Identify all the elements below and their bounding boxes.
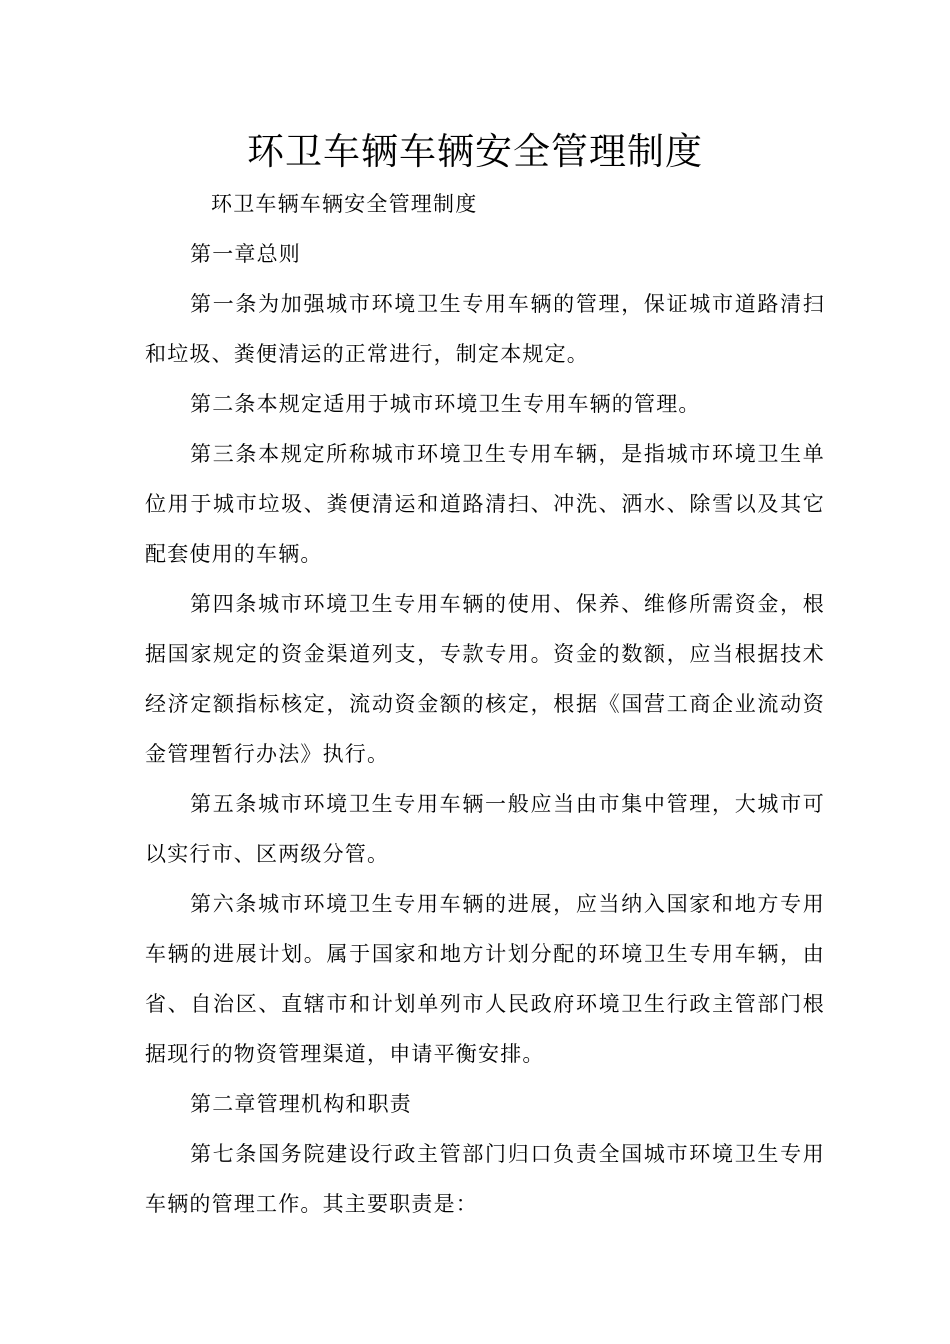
document-subtitle: 环卫车辆车辆安全管理制度	[211, 192, 478, 216]
document-body	[145, 179, 825, 1229]
document-title: 环卫车辆车辆安全管理制度	[247, 130, 703, 173]
paragraph: 第三条本规定所称城市环境卫生专用车辆，是指城市环境卫生单位用于城市垃圾、粪便清运和道路清扫、冲洗、洒水、除雪以及其它配套使用的车辆。	[145, 442, 825, 566]
paragraph: 第四条城市环境卫生专用车辆的使用、保养、维修所需资金，根据国家规定的资金渠道列支，专款专用。资金的数额，应当根据技术经济定额指标核定，流动资金额的核定，根据《国营工商企业流动资金管理暂行办法》执行。	[145, 592, 825, 766]
chapter-heading: 第一章总则	[190, 242, 301, 266]
paragraph: 第二条本规定适用于城市环境卫生专用车辆的管理。	[190, 392, 701, 416]
paragraph: 第七条国务院建设行政主管部门归口负责全国城市环境卫生专用车辆的管理工作。其主要职责是：	[145, 1142, 825, 1216]
paragraph: 第一条为加强城市环境卫生专用车辆的管理，保证城市道路清扫和垃圾、粪便清运的正常进行，制定本规定。	[145, 292, 825, 366]
chapter-heading: 第二章管理机构和职责	[190, 1092, 412, 1116]
paragraph: 第五条城市环境卫生专用车辆一般应当由市集中管理，大城市可以实行市、区两级分管。	[145, 792, 825, 866]
paragraph: 第六条城市环境卫生专用车辆的进展，应当纳入国家和地方专用车辆的进展计划。属于国家和地方计划分配的环境卫生专用车辆，由省、自治区、直辖市和计划单列市人民政府环境卫生行政主管部门根据现行的物资管理渠道，申请平衡安排。	[145, 892, 825, 1066]
